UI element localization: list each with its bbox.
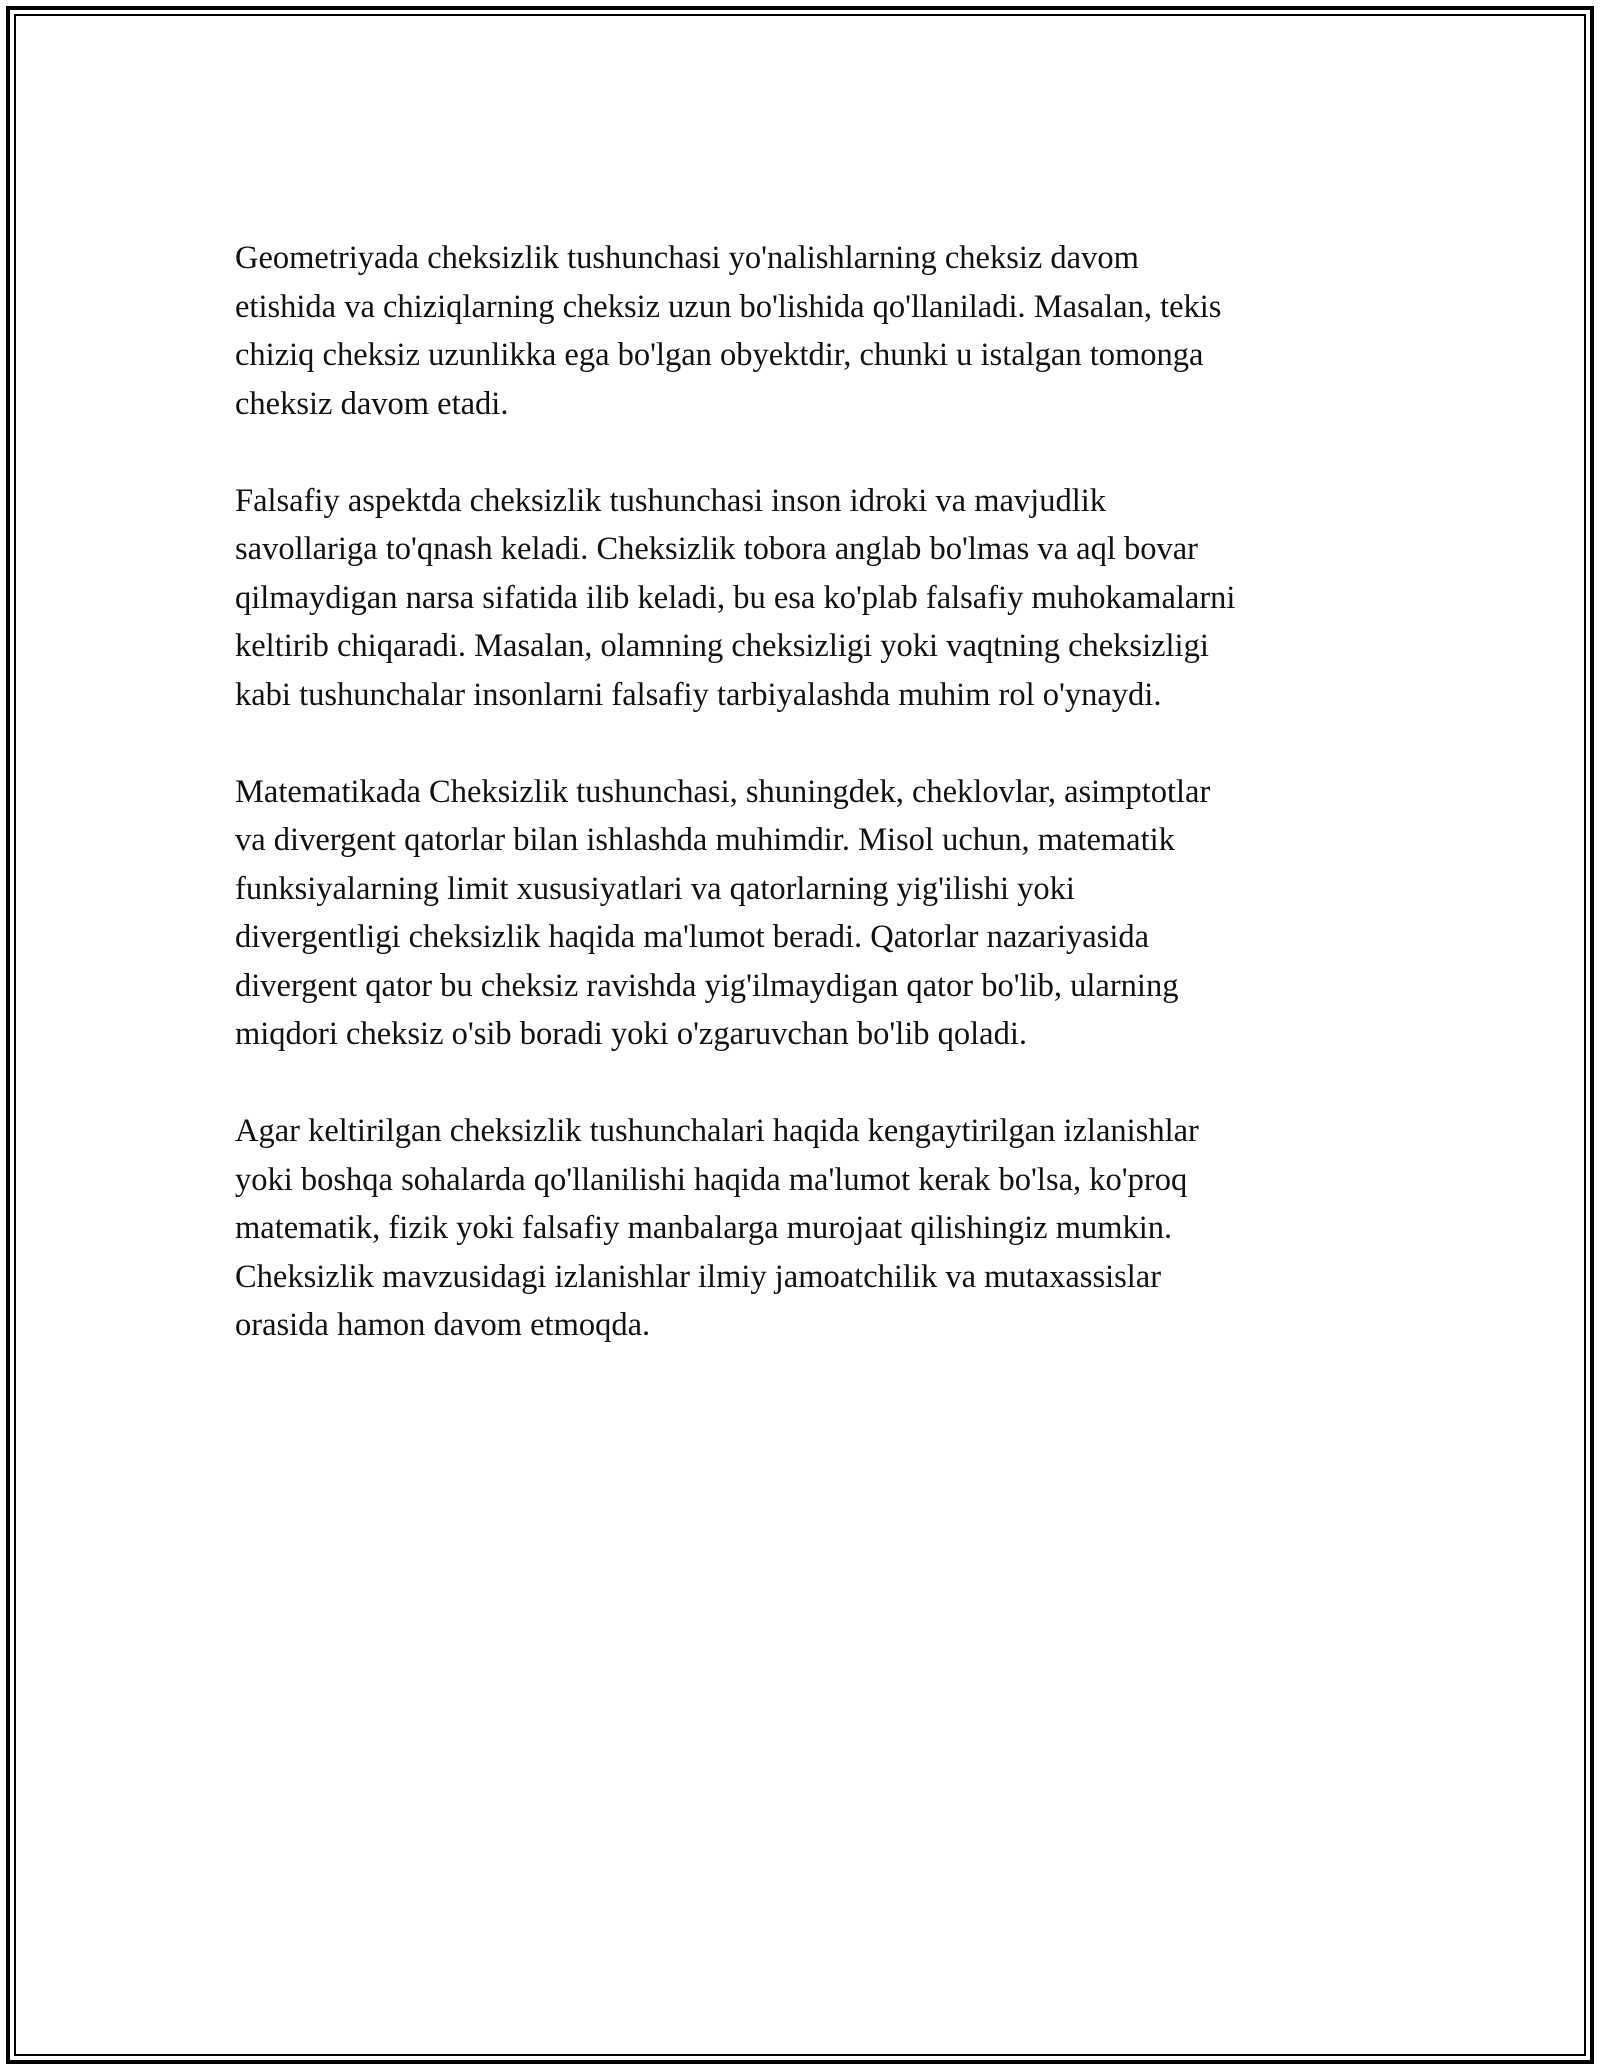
text-line: orasida hamon davom etmoqda. xyxy=(235,1307,651,1343)
paragraph-mathematics xyxy=(235,768,1375,1059)
text-line: Geometriyada cheksizlik tushunchasi yo'nalishlarning cheksiz davom xyxy=(235,240,1139,276)
text-line: funksiyalarning limit xususiyatlari va qatorlarning yig'ilishi yoki xyxy=(235,870,1075,907)
text-line: savollariga to'qnash keladi. Cheksizlik tobora anglab bo'lmas va aql bovar xyxy=(235,531,1198,567)
text-line: miqdori cheksiz o'sib boradi yoki o'zgaruvchan bo'lib qoladi. xyxy=(235,1016,1027,1052)
text-line: Agar keltirilgan cheksizlik tushunchalari haqida kengaytirilgan izlanishlar xyxy=(235,1113,1199,1149)
text-line: kabi tushunchalar insonlarni falsafiy tarbiyalashda muhim rol o'ynaydi. xyxy=(235,676,1162,713)
text-line: matematik, fizik yoki falsafiy manbalarga murojaat qilishingiz mumkin. xyxy=(235,1210,1173,1246)
text-line: keltirib chiqaradi. Masalan, olamning cheksizligi yoki vaqtning cheksizligi xyxy=(235,628,1209,664)
document-body xyxy=(235,234,1375,1398)
text-line: Cheksizlik mavzusidagi izlanishlar ilmiy jamoatchilik va mutaxassislar xyxy=(235,1258,1162,1295)
text-line: divergentligi cheksizlik haqida ma'lumot beradi. Qatorlar nazariyasida xyxy=(235,919,1150,955)
paragraph-philosophy xyxy=(235,477,1375,720)
paragraph-further-research xyxy=(235,1107,1375,1350)
text-line: yoki boshqa sohalarda qo'llanilishi haqida ma'lumot kerak bo'lsa, ko'proq xyxy=(235,1161,1188,1198)
text-line: chiziq cheksiz uzunlikka ega bo'lgan obyektdir, chunki u istalgan tomonga xyxy=(235,337,1204,373)
text-line: Matematikada Cheksizlik tushunchasi, shuningdek, cheklovlar, asimptotlar xyxy=(235,773,1211,810)
text-line: etishida va chiziqlarning cheksiz uzun bo'lishida qo'llaniladi. Masalan, tekis xyxy=(235,288,1222,325)
text-line: Falsafiy aspektda cheksizlik tushunchasi inson idroki va mavjudlik xyxy=(235,482,1107,519)
text-line: divergent qator bu cheksiz ravishda yig'ilmaydigan qator bo'lib, ularning xyxy=(235,967,1179,1004)
text-line: qilmaydigan narsa sifatida ilib keladi, bu esa ko'plab falsafiy muhokamalarni xyxy=(235,579,1236,616)
text-line: cheksiz davom etadi. xyxy=(235,385,509,422)
text-line: va divergent qatorlar bilan ishlashda muhimdir. Misol uchun, matematik xyxy=(235,822,1175,858)
paragraph-geometry xyxy=(235,234,1375,428)
